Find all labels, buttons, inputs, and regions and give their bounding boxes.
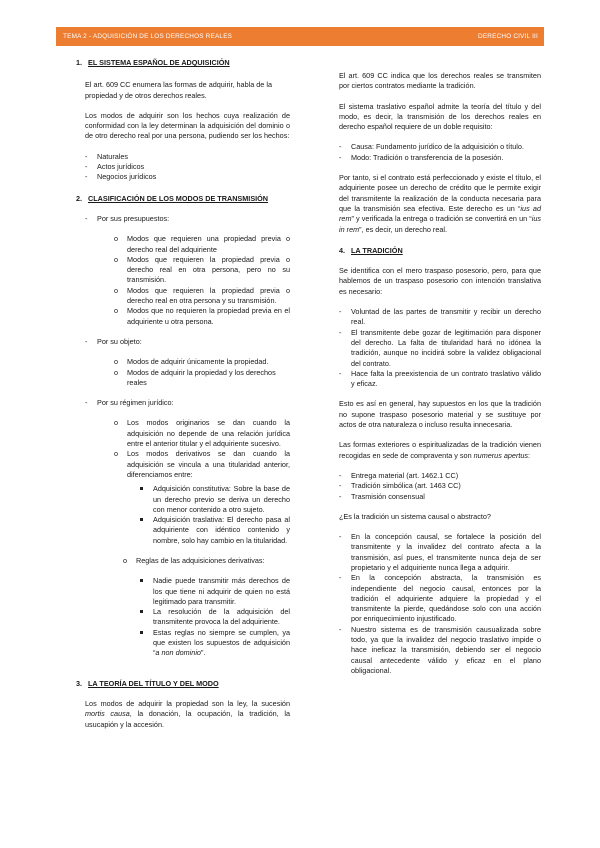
s3-paragraph-3: El sistema traslativo español admite la teoría del título y del modo, es decir, la transmisión de los derechos reales en derecho español requiere de un doble requisito:: [339, 101, 541, 132]
list-item: o Los modos originarios se dan cuando la adquisición no depende de una relación jurídica entre el anterior titular y el adquiriente sucesivo.: [114, 418, 290, 449]
list-item: o Modos que requieren la propiedad previa o derecho real en otra persona, pero no su transmisión.: [114, 254, 290, 285]
list-item: Adquisición constitutiva: Sobre la base de un derecho previo se deriva un derecho con menor contenido a otro sujeto.: [140, 484, 290, 515]
right-column: [339, 58, 541, 676]
s3-list: [339, 142, 541, 163]
s2-rules-list: [76, 576, 290, 658]
list-item: - Modo: Tradición o transferencia de la posesión.: [339, 152, 504, 162]
s1-paragraph-1: El art. 609 CC enumera las formas de adquirir, habla de la propiedad y de otros derechos reales.: [85, 80, 272, 100]
list-item: - Negocios jurídicos: [85, 172, 157, 182]
section-2-title: CLASIFICACIÓN DE LOS MODOS DE TRANSMISIÓN: [88, 193, 269, 203]
s3-paragraph-2: El art. 609 CC indica que los derechos reales se transmiten por ciertos contratos mediante la tradición.: [339, 71, 541, 91]
left-column: [76, 58, 290, 730]
header-course-title: DERECHO CIVIL III: [478, 33, 538, 40]
s3-paragraph-1: Los modos de adquirir la propiedad son la ley, la sucesión mortis causa, la donación, la ocupación, la tradición, la usucapión y la accesión.: [85, 698, 290, 729]
list-item: o Modos que requieren la propiedad previa o derecho real en otra persona y su transmisión.: [114, 285, 290, 306]
list-item: - Causa: Fundamento jurídico de la adquisición o título.: [339, 142, 524, 152]
list-item: - Tradición simbólica (art. 1463 CC): [339, 481, 461, 491]
s4-paragraph-3: Las formas exteriores o espiritualizadas de la tradición vienen recogidas en sede de compraventa y son numerus apertus:: [339, 440, 541, 460]
page-header-bar: [56, 27, 544, 46]
s4-paragraph-2: Esto es así en general, hay supuestos en los que la tradición no supone traspaso posesorio material y se sustituye por actos de otra naturaleza o incluso resulta innecesaria.: [339, 399, 541, 430]
s4-question: ¿Es la tradición un sistema causal o abstracto?: [339, 511, 491, 521]
header-chapter-title: TEMA 2 - ADQUISICIÓN DE LOS DERECHOS REALES: [63, 33, 233, 40]
list-item: Adquisición traslativa: El derecho pasa al adquiriente con idéntico contenido y nombre, solo hay cambio en la titularidad.: [140, 515, 290, 546]
list-item: - Entrega material (art. 1462.1 CC): [339, 470, 459, 480]
list-item: Estas reglas no siempre se cumplen, ya que existen los supuestos de adquisición “a non dominio”.: [140, 628, 290, 659]
s3-paragraph-4: Por tanto, si el contrato está perfeccionado y existe el título, el adquiriente posee un derecho de crédito que le permite exigir del transmitente la realización de la conducta necesaria para que la transmisión sea efectiva. Este derecho es un “ius ad rem” y verificada la entrega o tradición se convertirá en un “ius in rem”, es decir, un derecho real.: [339, 173, 541, 234]
list-item: - Actos jurídicos: [85, 162, 145, 172]
section-3-number: 3.: [76, 678, 83, 688]
section-1-number: 1.: [76, 58, 83, 67]
s4-forms-list: [339, 471, 541, 502]
list-item: - En la concepción abstracta, la transmisión es independiente del negocio causal, entonces por la tradición el adquiriente adquiere la propiedad y el transmitente la pierde, quedándose solo con una acción por enriquecimiento injustificado.: [339, 573, 541, 624]
list-item: o Modos de adquirir únicamente la propiedad.: [114, 357, 269, 367]
section-2-number: 2.: [76, 193, 83, 203]
list-item: - Naturales: [85, 151, 129, 161]
s1-list: [76, 152, 290, 183]
list-item: - Hace falta la preexistencia de un contrato traslativo válido y eficaz.: [339, 368, 541, 389]
section-3-title: LA TEORÍA DEL TÍTULO Y DEL MODO: [88, 678, 219, 688]
list-item: - El transmitente debe gozar de legitimación para disponer del derecho. La falta de titularidad hará no idónea la tradición, aunque no incidirá sobre la validez obligacional del contrato.: [339, 327, 541, 368]
s2-rules-label-wrap: [76, 556, 290, 566]
s2-group-c-label: - Por su régimen jurídico:: [85, 398, 174, 408]
s4-answers-list: [339, 532, 541, 676]
s4-paragraph-1: Se identifica con el mero traspaso posesorio, pero, para que hablemos de un traspaso posesorio con intención translativa es necesario:: [339, 266, 541, 296]
s2-group-c-list: [76, 418, 290, 480]
list-item: o Modos que no requieren la propiedad previa en el adquiriente u otra persona.: [114, 306, 290, 326]
list-item: - Nuestro sistema es de transmisión causualizada sobre todo, ya que la invalidez del negocio traslativo impide o hace ineficaz la transmisión, debiendo ser el negocio causal antecedente válido y eficaz en el plano obligacional.: [339, 624, 541, 675]
s2-derivative-types: [76, 484, 290, 546]
list-item: o Modos de adquirir la propiedad y los derechos reales: [114, 367, 276, 387]
section-2-heading: [76, 194, 290, 204]
section-4-number: 4.: [339, 245, 346, 255]
s4-requirements-list: [339, 307, 541, 389]
list-item: - Voluntad de las partes de transmitir y recibir un derecho real.: [339, 307, 541, 327]
list-item: o Los modos derivativos se dan cuando la adquisición se vincula a una titularidad anterior, diferenciamos entre:: [114, 449, 290, 479]
list-item: La resolución de la adquisición del transmitente provoca la del adquiriente.: [140, 607, 290, 628]
list-item: o Modos que requieren una propiedad previa o derecho real del adquiriente: [114, 234, 290, 254]
list-item: o Reglas de las adquisiciones derivativas:: [123, 555, 265, 565]
section-3-heading: [76, 679, 290, 689]
section-4-title: LA TRADICIÓN: [351, 245, 403, 255]
s2-group-a-label: - Por sus presupuestos:: [85, 213, 170, 223]
section-1-title: EL SISTEMA ESPAÑOL DE ADQUISICIÓN: [88, 58, 230, 67]
s1-paragraph-2: Los modos de adquirir son los hechos cuya realización de conformidad con la ley determinan la adquisición del dominio o de otro derecho real por una persona, pudiendo ser los hechos:: [85, 110, 290, 141]
s2-group-b-list: [76, 357, 290, 388]
list-item: - Trasmisión consensual: [339, 491, 425, 501]
section-4-heading: [339, 246, 541, 256]
list-item: - En la concepción causal, se fortalece la posición del transmitente y la invalidez del contrato afecta a la transmisión, así pues, el transmitente nunca deja de ser propietario y el adquiriente nunca llega a adquirir.: [339, 532, 541, 572]
s2-group-a-list: [76, 234, 290, 327]
section-1-heading: [76, 58, 290, 68]
s2-group-b-label: - Por su objeto:: [85, 336, 142, 346]
list-item: Nadie puede transmitir más derechos de los que tiene ni adquirir de quien no está legitimado para transmitir.: [140, 576, 290, 607]
